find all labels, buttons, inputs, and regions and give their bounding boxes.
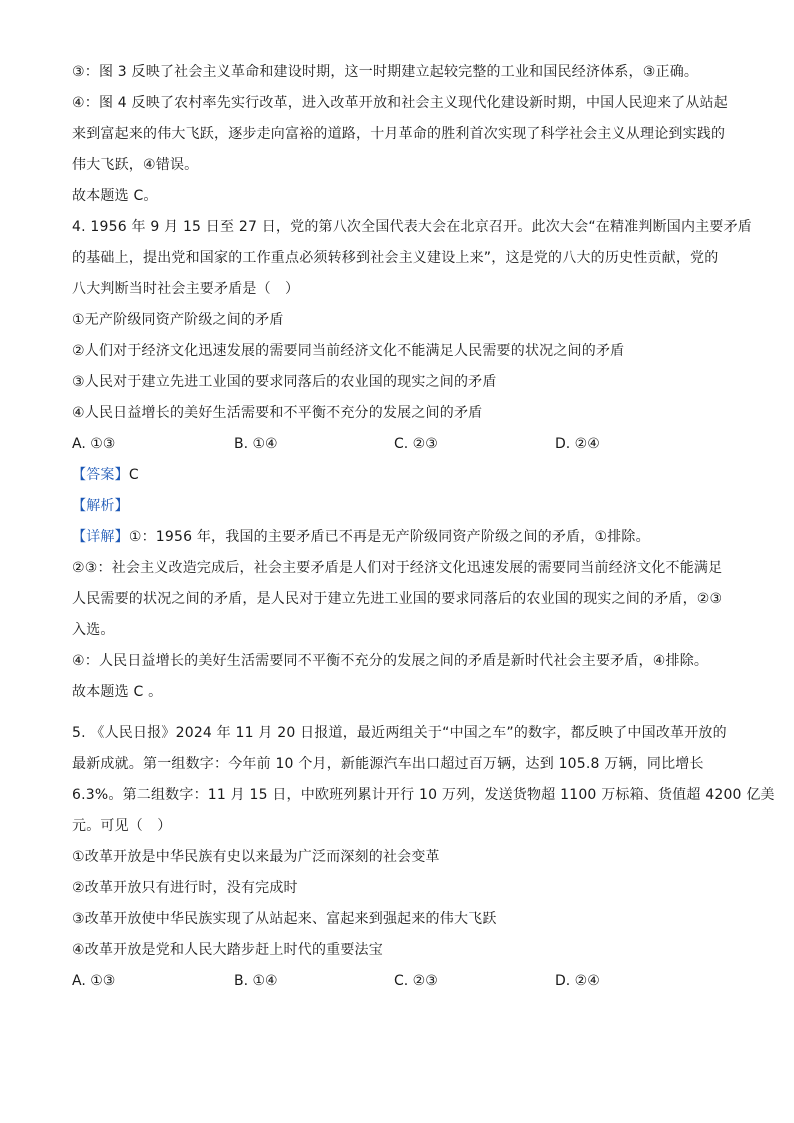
question-stem: 5. 《人民日报》2024 年 11 月 20 日报道，最近两组关于“中国之车”的数字，都反映了中国改革开放的 — [72, 725, 727, 741]
detail-line: ②③：社会主义改造完成后，社会主要矛盾是人们对于经济文化迅速发展的需要同当前经济文化不能满足 — [72, 560, 723, 576]
question-stem: 八大判断当时社会主要矛盾是（ ） — [72, 281, 300, 297]
analysis-line: ③：图 3 反映了社会主义革命和建设时期，这一时期建立起较完整的工业和国民经济体系，③正确。 — [72, 64, 699, 80]
detail-line: 入选。 — [72, 622, 115, 638]
answer-line — [72, 465, 724, 486]
option-c[interactable]: C. ②③ — [394, 973, 438, 989]
analysis-line: 伟大飞跃，④错误。 — [72, 157, 199, 173]
conclusion-line: 故本题选 C。 — [72, 188, 158, 204]
option-a[interactable]: A. ①③ — [72, 436, 116, 452]
detail-line: 人民需要的状况之间的矛盾，是人民对于建立先进工业国的要求同落后的农业国的现实之间的矛盾，②③ — [72, 591, 723, 607]
statement-item: ③改革开放使中华民族实现了从站起来、富起来到强起来的伟大飞跃 — [72, 911, 497, 927]
analysis-line: ④：图 4 反映了农村率先实行改革，进入改革开放和社会主义现代化建设新时期，中国人民迎来了从站起 — [72, 95, 728, 111]
answer-options — [72, 971, 724, 992]
conclusion-line: 故本题选 C 。 — [72, 684, 163, 700]
document-page — [72, 62, 775, 992]
question-4 — [72, 217, 752, 703]
statement-item: ②改革开放只有进行时，没有完成时 — [72, 880, 298, 896]
statement-item: ④人民日益增长的美好生活需要和不平衡不充分的发展之间的矛盾 — [72, 405, 483, 421]
statement-item: ③人民对于建立先进工业国的要求同落后的农业国的现实之间的矛盾 — [72, 374, 497, 390]
question-stem: 最新成就。第一组数字：今年前 10 个月，新能源汽车出口超过百万辆，达到 105.8 万辆，同比增长 — [72, 756, 704, 772]
prev-question-analysis — [72, 62, 728, 207]
option-b[interactable]: B. ①④ — [234, 973, 278, 989]
statement-item: ①无产阶级同资产阶级之间的矛盾 — [72, 312, 284, 328]
option-d[interactable]: D. ②④ — [555, 973, 600, 989]
analysis-heading — [72, 496, 724, 517]
detail-line — [72, 527, 724, 548]
option-a[interactable]: A. ①③ — [72, 973, 116, 989]
question-stem: 6.3%。第二组数字：11 月 15 日，中欧班列累计开行 10 万列，发送货物超 1100 万标箱、货值超 4200 亿美 — [72, 787, 775, 803]
statement-item: ④改革开放是党和人民大踏步赶上时代的重要法宝 — [72, 942, 383, 958]
analysis-tag: 【解析】 — [72, 498, 129, 514]
option-d[interactable]: D. ②④ — [555, 436, 600, 452]
option-b[interactable]: B. ①④ — [234, 436, 278, 452]
answer-options — [72, 434, 724, 455]
question-stem: 的基础上，提出党和国家的工作重点必须转移到社会主义建设上来”，这是党的八大的历史性贡献，党的 — [72, 250, 719, 266]
statement-item: ②人们对于经济文化迅速发展的需要同当前经济文化不能满足人民需要的状况之间的矛盾 — [72, 343, 625, 359]
option-c[interactable]: C. ②③ — [394, 436, 438, 452]
question-stem: 4. 1956 年 9 月 15 日至 27 日，党的第八次全国代表大会在北京召开。此次大会“在精准判断国内主要矛盾 — [72, 219, 752, 235]
detail-tag: 【详解】 — [72, 529, 129, 545]
answer-value: C — [128, 467, 139, 483]
detail-line: ④：人民日益增长的美好生活需要同不平衡不充分的发展之间的矛盾是新时代社会主要矛盾，④排除。 — [72, 653, 709, 669]
question-stem: 元。可见（ ） — [72, 818, 172, 834]
statement-item: ①改革开放是中华民族有史以来最为广泛而深刻的社会变革 — [72, 849, 440, 865]
question-5 — [72, 723, 775, 992]
analysis-line: 来到富起来的伟大飞跃，逐步走向富裕的道路，十月革命的胜利首次实现了科学社会主义从理论到实践的 — [72, 126, 726, 142]
detail-text: ①：1956 年，我国的主要矛盾已不再是无产阶级同资产阶级之间的矛盾，①排除。 — [128, 529, 650, 545]
answer-tag: 【答案】 — [72, 467, 129, 483]
